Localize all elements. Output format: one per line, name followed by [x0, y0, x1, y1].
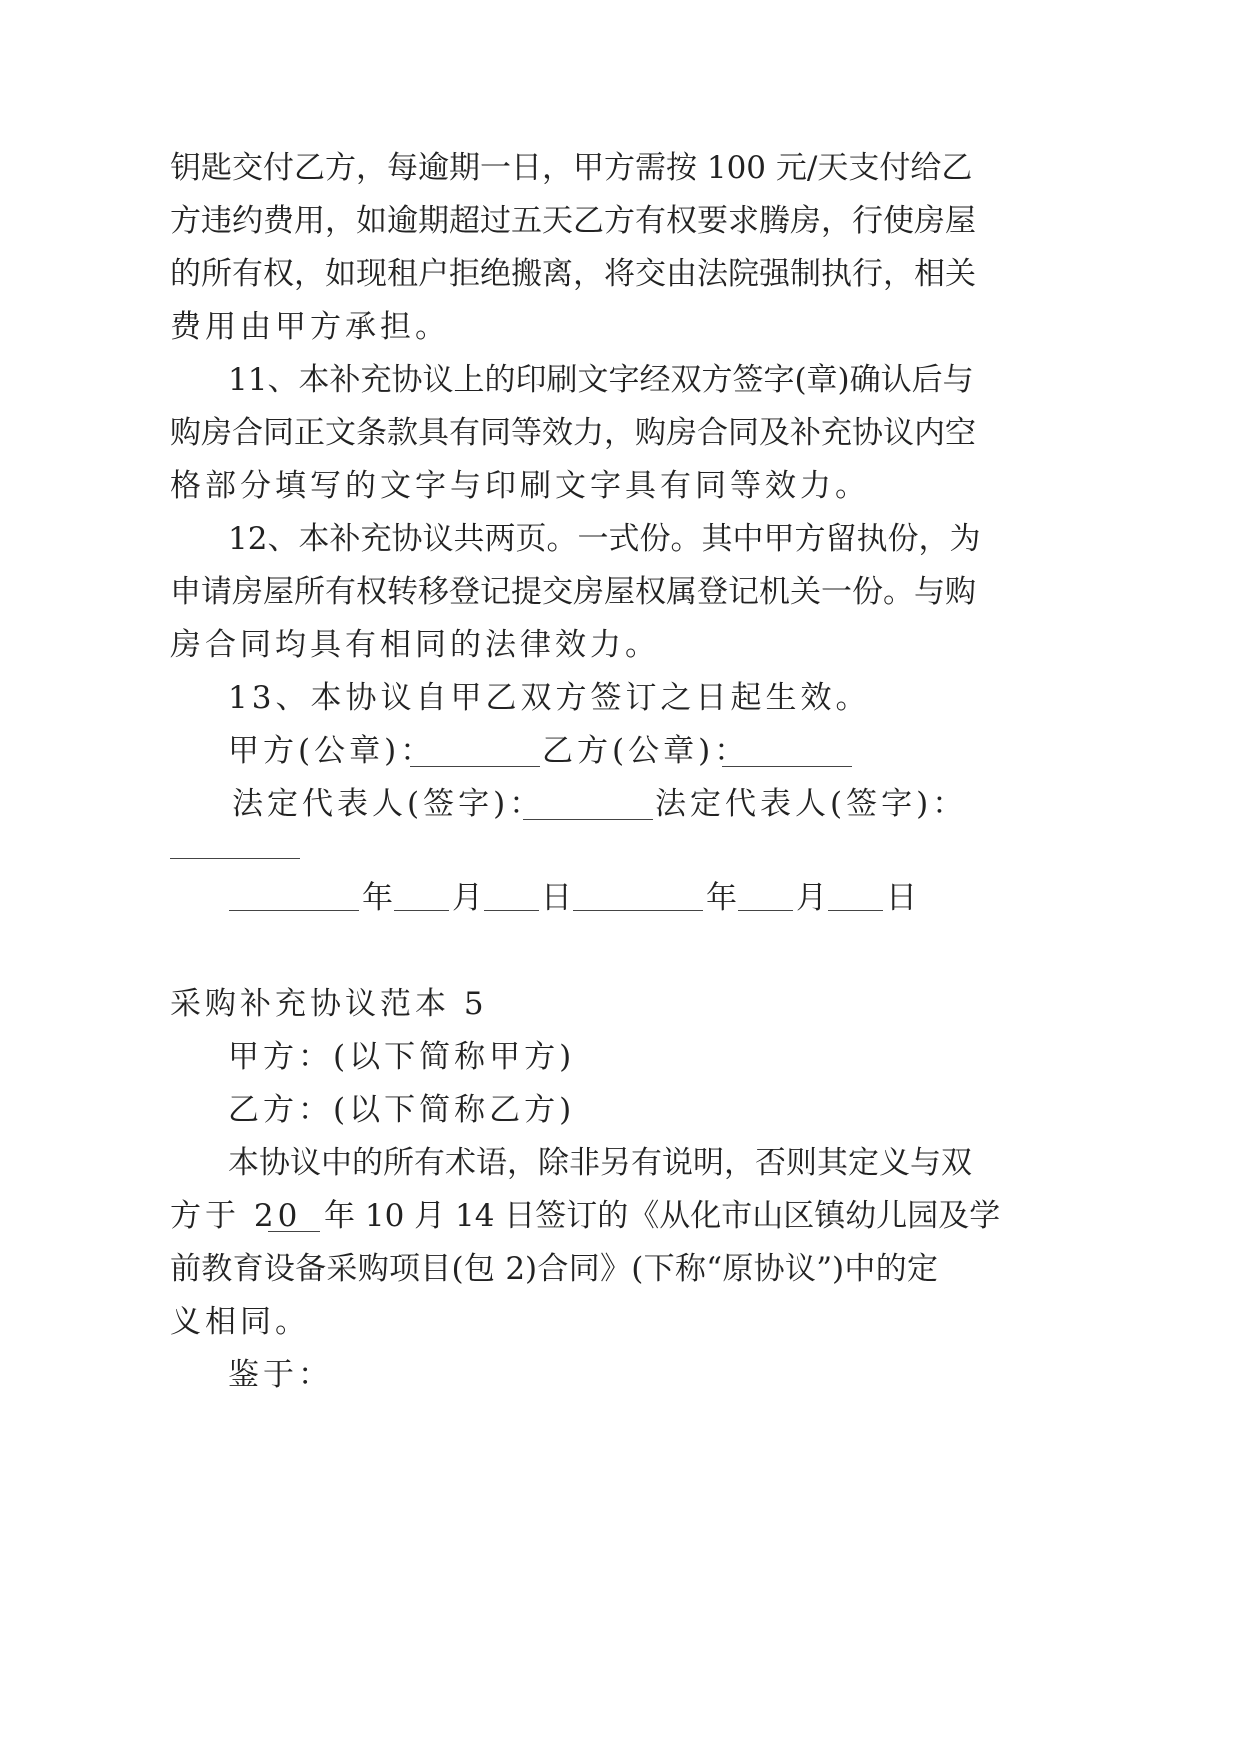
date-b-year-blank — [573, 910, 703, 911]
date-b-month-blank — [738, 910, 793, 911]
section-5-intro-line-3: 前教育设备采购项目(包 2)合同》(下称“原协议”)中的定 — [170, 1251, 938, 1287]
clause-12-line-1: 12、本补充协议共两页。一式份。其中甲方留执份，为 — [228, 521, 981, 557]
rep-a-blank — [523, 819, 653, 820]
clause-10-line-1: 钥匙交付乙方，每逾期一日，甲方需按 100 元/天支付给乙 — [170, 150, 973, 186]
clause-13: 13、本协议自甲乙双方签订之日起生效。 — [228, 680, 871, 716]
section-5-intro-line-4: 义相同。 — [170, 1304, 310, 1340]
date-a-month-blank — [394, 910, 449, 911]
clause-12-line-2: 申请房屋所有权转移登记提交房屋权属登记机关一份。与购 — [170, 574, 976, 610]
clause-11-line-2: 购房合同正文条款具有同等效力，购房合同及补充协议内空 — [170, 415, 976, 451]
section-5-party-b: 乙方：(以下简称乙方) — [228, 1092, 576, 1128]
date-b-day-label: 日 — [886, 880, 921, 916]
section-5-party-a: 甲方：(以下简称甲方) — [228, 1039, 576, 1075]
party-a-seal-blank — [410, 766, 540, 767]
clause-10-line-4: 费用由甲方承担。 — [170, 309, 450, 345]
section-5-intro-line-2a: 方于 20 — [170, 1198, 302, 1234]
date-a-day-label: 日 — [541, 880, 576, 916]
rep-a-label: 法定代表人(签字)： — [232, 786, 545, 822]
section-5-title: 采购补充协议范本 5 — [170, 986, 488, 1022]
clause-11-line-1: 11、本补充协议上的印刷文字经双方签字(章)确认后与 — [228, 362, 974, 398]
date-b-year-label: 年 — [706, 880, 741, 916]
rep-b-blank — [170, 858, 300, 859]
clause-12-line-3: 房合同均具有相同的法律效力。 — [170, 627, 660, 663]
section-5-intro-line-2b: 年 10 月 14 日签订的《从化市山区镇幼儿园及学 — [324, 1198, 1001, 1234]
party-b-seal-label: 乙方(公章)： — [542, 733, 750, 769]
clause-10-line-2: 方违约费用，如逾期超过五天乙方有权要求腾房，行使房屋 — [170, 203, 976, 239]
party-a-seal-label: 甲方(公章)： — [228, 733, 436, 769]
date-b-day-blank — [828, 910, 883, 911]
date-a-year-label: 年 — [362, 880, 397, 916]
clause-10-line-3: 的所有权，如现租户拒绝搬离，将交由法院强制执行，相关 — [170, 256, 976, 292]
rep-b-label: 法定代表人(签字)： — [655, 786, 968, 822]
date-a-day-blank — [484, 910, 539, 911]
date-a-year-blank — [229, 910, 359, 911]
date-a-month-label: 月 — [452, 880, 487, 916]
section-5-year-blank — [268, 1231, 320, 1232]
party-b-seal-blank — [722, 766, 852, 767]
clause-11-line-3: 格部分填写的文字与印刷文字具有同等效力。 — [170, 468, 870, 504]
date-b-month-label: 月 — [796, 880, 831, 916]
section-5-intro-line-1: 本协议中的所有术语，除非另有说明，否则其定义与双 — [228, 1145, 972, 1181]
section-5-whereas: 鉴于： — [228, 1357, 333, 1393]
